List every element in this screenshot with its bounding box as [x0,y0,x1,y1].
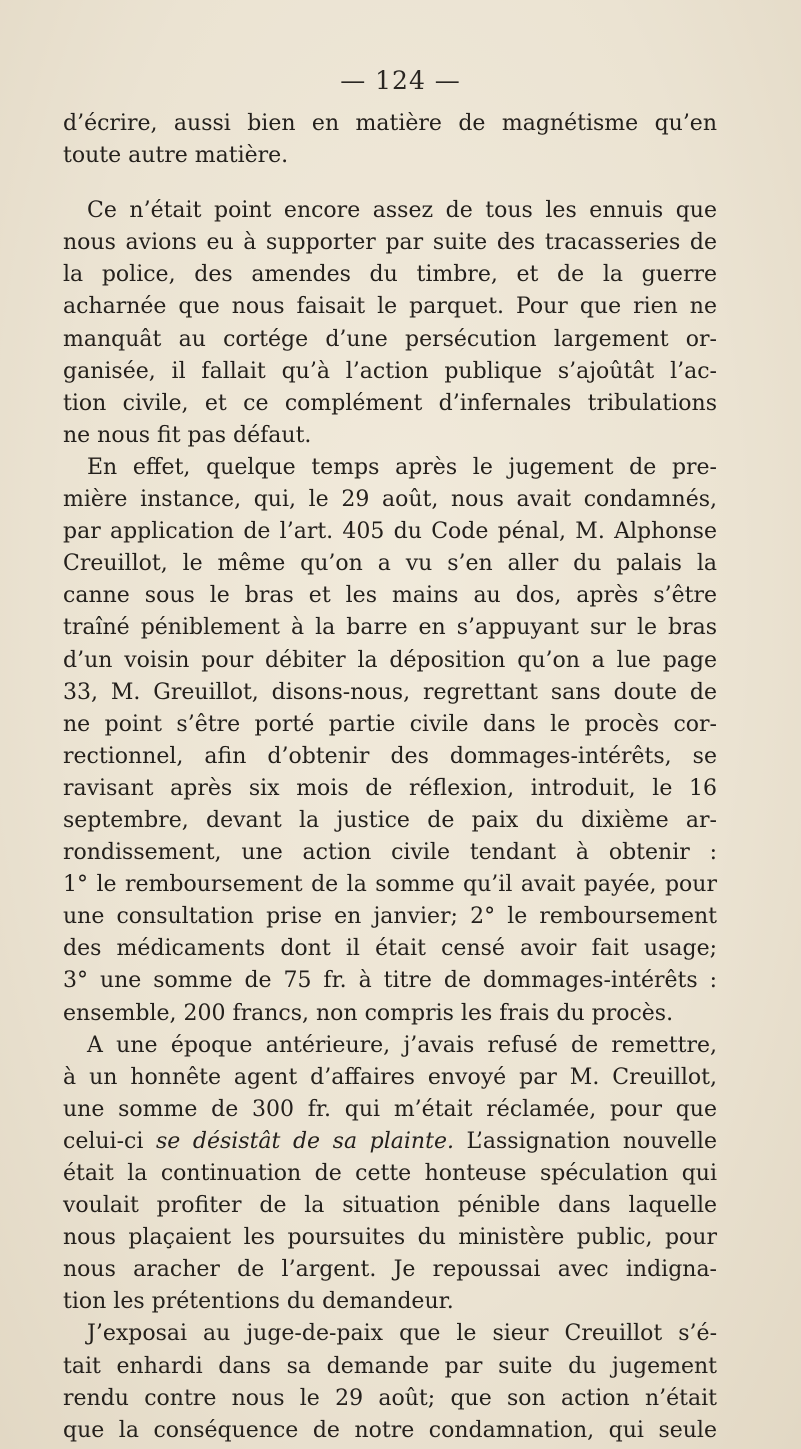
text-line: tion les prétentions du demandeur. [63,1289,454,1315]
text-line: J’exposai au juge-de-paix que le sieur Creuillot s’é- [87,1321,717,1347]
text-line: tait enhardi dans sa demande par suite du jugement [63,1353,717,1379]
line-suffix: L’assignation nouvelle [453,1128,717,1154]
text-line: d’écrire, aussi bien en matière de magnétisme qu’en [63,111,717,136]
line-prefix: celui-ci [63,1128,156,1154]
text-line: manquât au cortége d’une persécution largement or- [63,326,717,352]
paragraph-2 [63,195,717,452]
text-line: ne nous fit pas défaut. [63,422,312,448]
text-line: nous aracher de l’argent. Je repoussai avec indigna- [63,1257,717,1283]
text-line: 33, M. Greuillot, disons-nous, regrettant sans doute de [63,679,717,705]
text-line: à un honnête agent d’affaires envoyé par M. Creuillot, [63,1064,717,1090]
text-line: d’un voisin pour débiter la déposition qu’on a lue page [63,647,717,673]
text-line-with-italic [63,1126,717,1158]
text-line: par application de l’art. 405 du Code pénal, M. Alphonse [63,519,717,545]
text-line: nous plaçaient les poursuites du ministère public, pour [63,1225,717,1251]
text-line: rectionnel, afin d’obtenir des dommages-intérêts, se [63,743,717,769]
text-line: des médicaments dont il était censé avoir fait usage; [63,936,717,962]
text-line: ensemble, 200 francs, non compris les frais du procès. [63,1000,674,1026]
text-line: rendu contre nous le 29 août; que son action n’était [63,1385,717,1411]
text-line: tion civile, et ce complément d’infernales tribulations [63,390,717,416]
text-line: ravisant après six mois de réflexion, introduit, le 16 [63,775,717,801]
text-line: acharnée que nous faisait le parquet. Pour que rien ne [63,294,717,320]
text-line: mière instance, qui, le 29 août, nous avait condamnés, [63,487,717,513]
text-line: que la conséquence de notre condamnation, qui seule [63,1417,717,1443]
text-line: la police, des amendes du timbre, et de la guerre [63,262,717,288]
text-line: rondissement, une action civile tendant à obtenir : [63,840,717,866]
text-line: voulait profiter de la situation pénible dans laquelle [63,1193,717,1219]
text-line: ganisée, il fallait qu’à l’action publique s’ajoûtât l’ac- [63,358,717,384]
text-line: Creuillot, le même qu’on a vu s’en aller du palais la [63,551,717,577]
text-line: A une époque antérieure, j’avais refusé de remettre, [87,1032,717,1058]
text-line: Ce n’était point encore assez de tous les ennuis que [87,198,717,224]
paragraph-5 [63,1318,717,1446]
text-line: 3° une somme de 75 fr. à titre de dommages-intérêts : [63,968,717,994]
italic-phrase: se désistât de sa plainte. [155,1128,454,1154]
page-number: — 124 — [340,66,461,95]
text-line: En effet, quelque temps après le jugement de pre- [87,454,717,480]
text-line: toute autre matière. [63,143,289,169]
text-line: nous avions eu à supporter par suite des tracasseries de [63,230,717,256]
text-line: une consultation prise en janvier; 2° le remboursement [63,904,717,930]
paragraph-1 [63,108,717,172]
text-line: canne sous le bras et les mains au dos, après s’être [63,583,717,609]
paragraph-3 [63,452,717,1030]
text-line: était la continuation de cette honteuse spéculation qui [63,1161,717,1186]
text-line: une somme de 300 fr. qui m’était réclamée, pour que [63,1096,717,1122]
text-line: ne point s’être porté partie civile dans le procès cor- [63,711,717,737]
text-line: traîné péniblement à la barre en s’appuyant sur le bras [63,615,717,641]
body-text [63,108,717,1447]
text-line: septembre, devant la justice de paix du dixième ar- [63,807,717,833]
text-line: 1° le remboursement de la somme qu’il avait payée, pour [63,872,717,898]
paragraph-4 [63,1030,717,1319]
